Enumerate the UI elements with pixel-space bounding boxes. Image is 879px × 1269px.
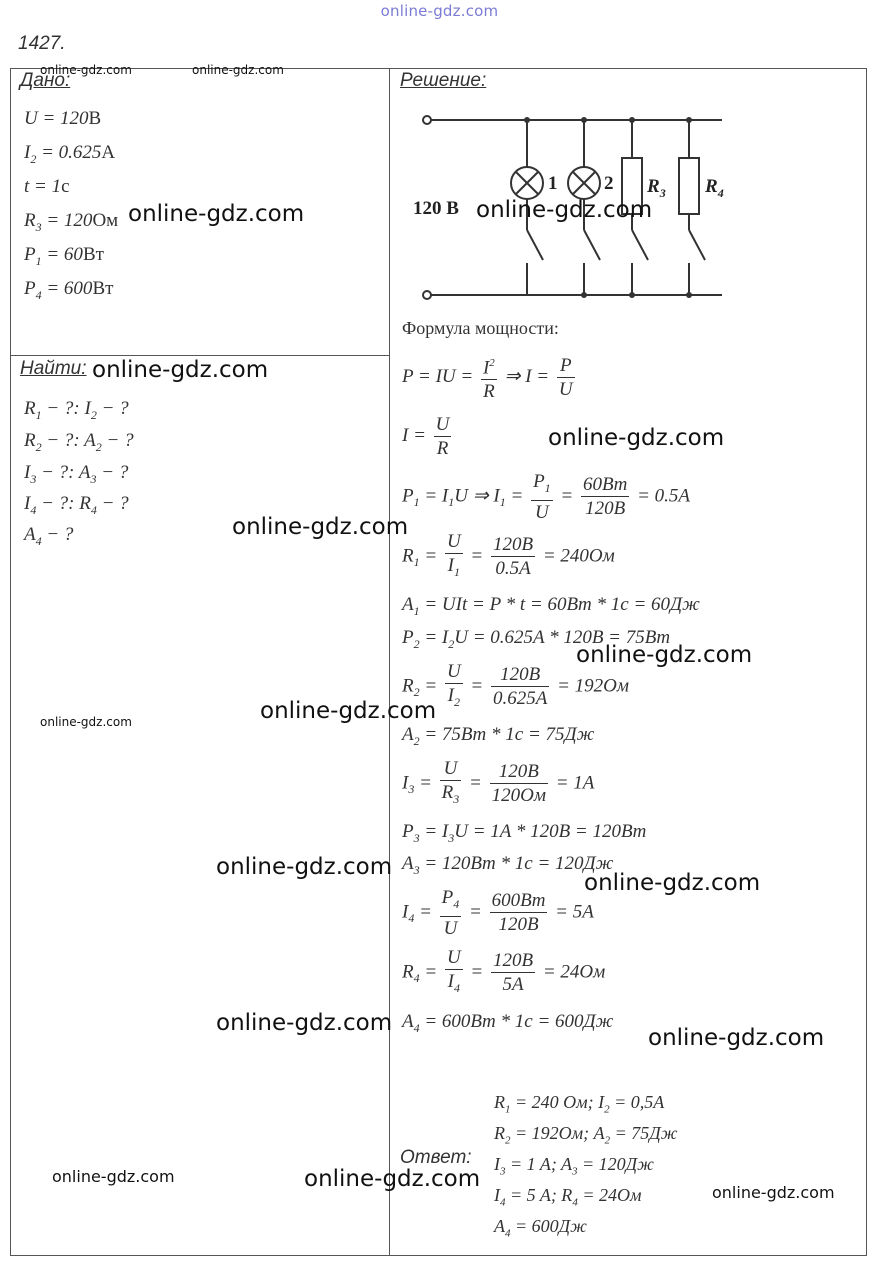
terminal-top <box>423 116 431 124</box>
step-p2: $P_2 = I_2U = 0.625A * 120B = 75Bт$ <box>402 627 671 651</box>
watermark: online-gdz.com <box>128 201 305 227</box>
find-heading: Найти: <box>20 358 87 379</box>
row-divider <box>10 355 390 356</box>
step-a2: $A_2 = 75Bт * 1c = 75Дж$ <box>402 724 595 748</box>
resistor-4-icon <box>679 158 699 214</box>
answer-line-3: $I_3 = 1$ A; $A_3 = 120Дж$ <box>494 1154 654 1178</box>
find-line-5: $A_4$ − ? <box>24 524 74 548</box>
column-divider <box>389 68 390 1256</box>
watermark: online-gdz.com <box>232 514 409 540</box>
answer-line-2: $R_2 = 192Ом$; $A_2 = 75Дж$ <box>494 1123 678 1147</box>
find-line-2: $R_2$ − ?: $A_2$ − ? <box>24 430 134 454</box>
step-p3: $P_3 = I_3U = 1A * 120B = 120Bт$ <box>402 821 647 845</box>
formula-heading: Формула мощности: <box>402 318 559 338</box>
watermark: online-gdz.com <box>216 854 393 880</box>
given-power-4: $P_4 = 600Bт$ <box>24 278 114 302</box>
step-a1: $A_1$ = UIt = P * t = 60Bт * 1c = 60Дж <box>402 594 700 618</box>
step-r1: $R_1$ = $\frac{U}{I_1}$ = $\frac{120B}{0.5A}$ = 240Ом <box>402 531 615 580</box>
find-line-3: $I_3$ − ?: $A_3$ − ? <box>24 462 129 486</box>
switch-3-icon <box>632 230 648 260</box>
given-current-2: $I_2 = 0.625A$ <box>24 142 116 166</box>
watermark: online-gdz.com <box>52 1167 175 1186</box>
answer-line-1: $R_1 = 240$ Ом; $I_2 = 0,5A$ <box>494 1092 665 1116</box>
lamp-2-label: 2 <box>604 173 614 194</box>
watermark: online-gdz.com <box>476 197 653 223</box>
switch-4-icon <box>689 230 705 260</box>
watermark: online-gdz.com <box>648 1025 825 1051</box>
given-heading: Дано: <box>20 70 71 91</box>
given-resistance-3: $R_3 = 120Ом$ <box>24 210 119 234</box>
given-voltage: U = 120B <box>24 108 102 129</box>
watermark: online-gdz.com <box>40 63 132 77</box>
solution-heading: Решение: <box>400 70 487 91</box>
watermark: online-gdz.com <box>40 715 132 729</box>
step-ohm-law: I = $\frac{U}{R}$ <box>402 414 450 459</box>
step-r4: $R_4$ = $\frac{U}{I_4}$ = $\frac{120B}{5A}$ = 24Ом <box>402 947 606 996</box>
step-a4: $A_4 = 600Bт * 1c = 600Дж$ <box>402 1011 614 1035</box>
watermark: online-gdz.com <box>712 1183 835 1202</box>
step-i4: $I_4$ = $\frac{P_4}{U}$ = $\frac{600Bт}{120B}$ = 5A <box>402 887 594 939</box>
answer-heading: Ответ: <box>400 1147 472 1168</box>
switch-1-icon <box>527 230 543 260</box>
resistor-3-label: $R_3$ <box>647 176 666 200</box>
step-i3: $I_3$ = $\frac{U}{R_3}$ = $\frac{120B}{120Ом}$ = 1A <box>402 758 595 807</box>
lamp-1-label: 1 <box>548 173 558 194</box>
switch-2-icon <box>584 230 600 260</box>
step-power-formula: P = IU = $\frac{I^2}{R}$ ⇒ I = $\frac{P}{U}$ <box>402 352 578 403</box>
find-line-4: $I_4$ − ?: $R_4$ − ? <box>24 493 129 517</box>
watermark: online-gdz.com <box>260 698 437 724</box>
watermark: online-gdz.com <box>216 1010 393 1036</box>
terminal-bottom <box>423 291 431 299</box>
watermark: online-gdz.com <box>192 63 284 77</box>
step-a3: $A_3 = 120Bт * 1c = 120Дж$ <box>402 853 614 877</box>
step-i1: $P_1 = I_1U$ ⇒ $I_1$ = $\frac{P_1}{U}$ = $\frac{60Bт}{120B}$ = 0.5A <box>402 471 691 523</box>
watermark: online-gdz.com <box>584 870 761 896</box>
site-header-link[interactable]: online-gdz.com <box>380 2 499 20</box>
answer-line-5: $A_4 = 600Дж$ <box>494 1216 587 1240</box>
watermark: online-gdz.com <box>576 642 753 668</box>
given-time: t = 1c <box>24 176 70 197</box>
watermark: online-gdz.com <box>548 425 725 451</box>
watermark: online-gdz.com <box>92 357 269 383</box>
find-line-1: $R_1$ − ?: $I_2$ − ? <box>24 398 129 422</box>
watermark: online-gdz.com <box>304 1166 481 1192</box>
answer-line-4: $I_4 = 5$ A; $R_4 = 24Ом$ <box>494 1185 642 1209</box>
given-power-1: $P_1 = 60Bт$ <box>24 244 104 268</box>
problem-number: 1427. <box>18 33 66 54</box>
circuit-voltage-label: 120 В <box>413 198 459 219</box>
step-r2: $R_2$ = $\frac{U}{I_2}$ = $\frac{120B}{0.625A}$ = 192Ом <box>402 661 630 710</box>
resistor-4-label: $R_4$ <box>705 176 724 200</box>
